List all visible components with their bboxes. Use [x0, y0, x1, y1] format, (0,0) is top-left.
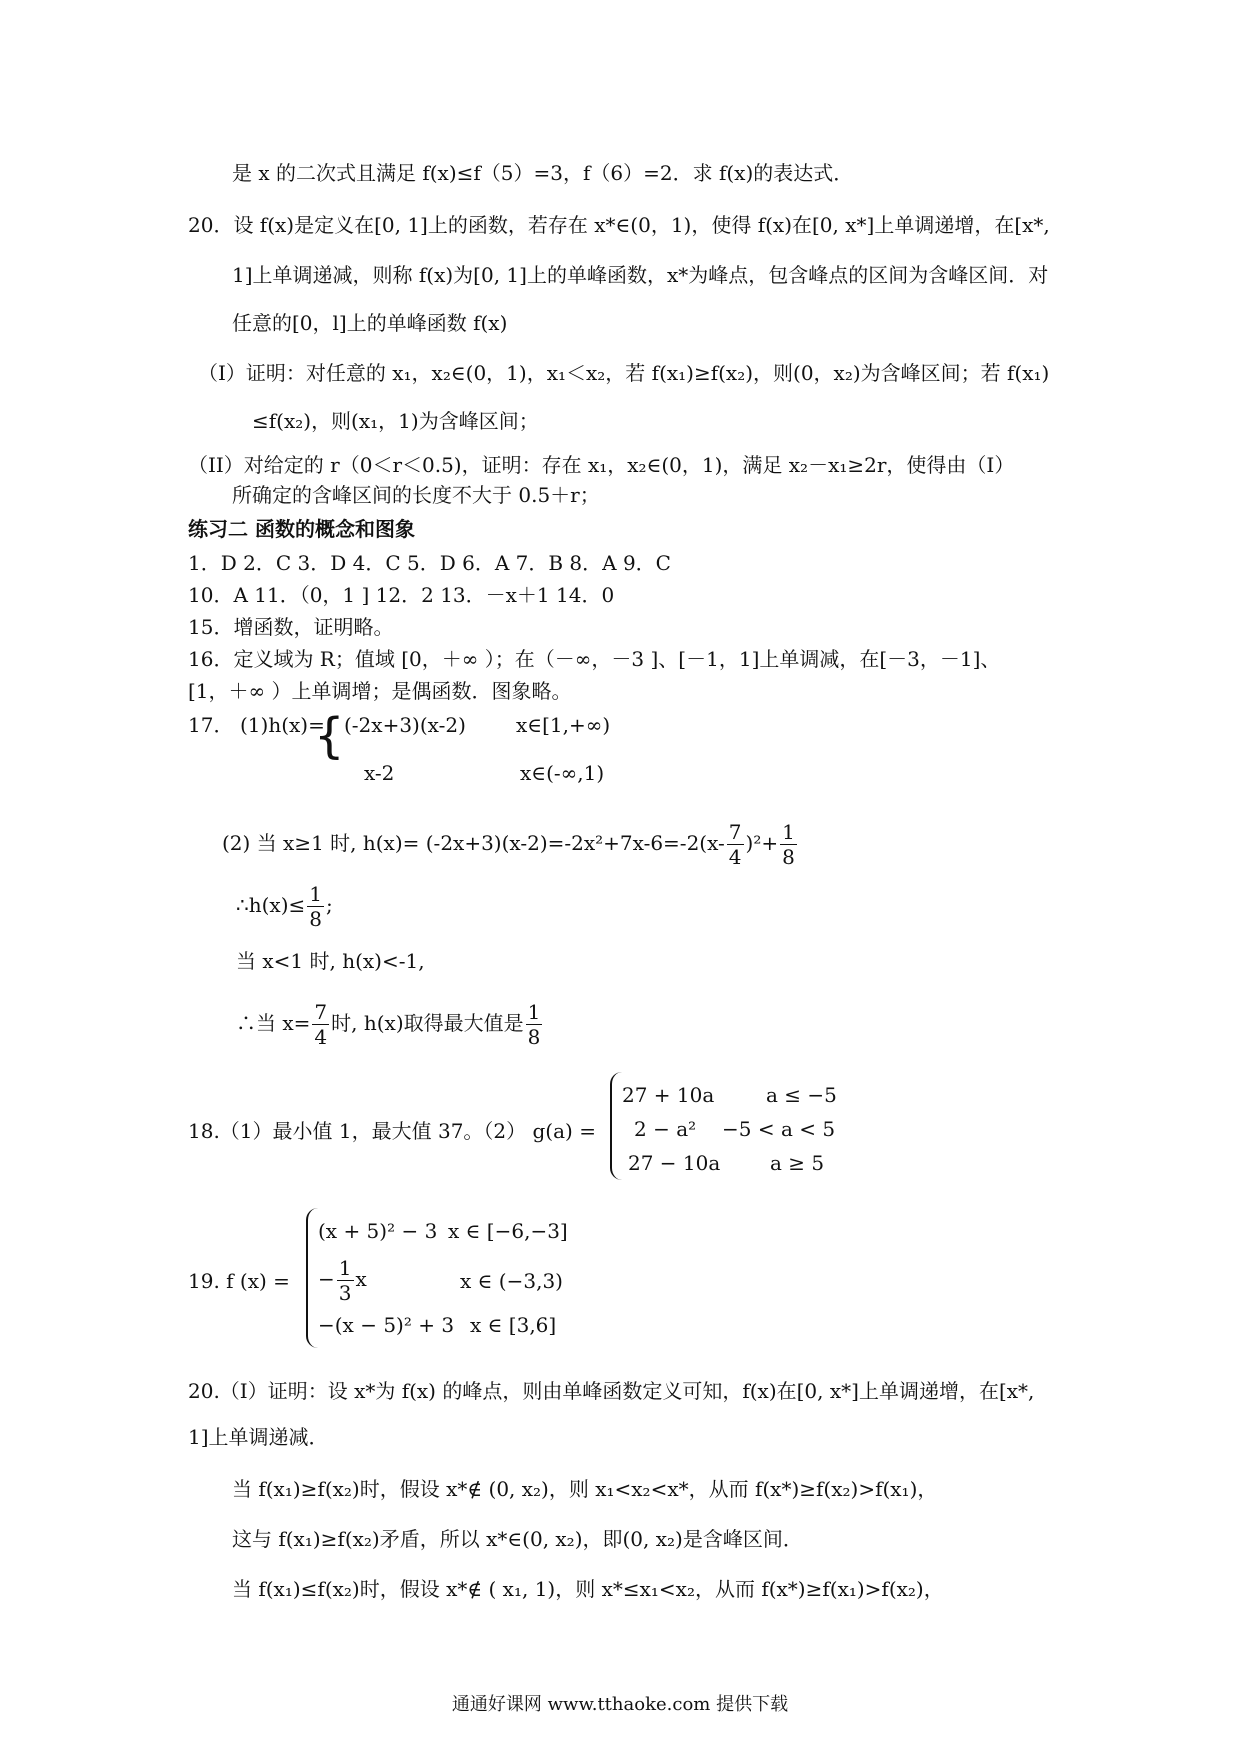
text-line: 20.（I）证明：设 x*为 f(x) 的峰点，则由单峰函数定义可知，f(x)在[0, x*]上单调递增，在[x*, — [188, 1379, 1035, 1403]
numerator: 1 — [309, 882, 322, 906]
answer-line: [1，＋∞ ）上单调增；是偶函数．图象略。 — [188, 679, 572, 703]
denominator: 4 — [728, 845, 742, 869]
left-brace-symbol: { — [314, 708, 345, 764]
minus-sign: − — [318, 1267, 335, 1291]
q18-case3-cond: a ≥ 5 — [770, 1151, 825, 1175]
fraction — [780, 820, 797, 869]
q17-case2-expr: x-2 — [364, 761, 395, 785]
fraction — [307, 882, 324, 931]
q19-line: 19. f (x) = — [188, 1269, 290, 1293]
denominator: 8 — [309, 907, 322, 931]
math-line — [236, 1000, 544, 1049]
text-line: 所确定的含峰区间的长度不大于 0.5＋r； — [232, 483, 600, 507]
q18-case1-cond: a ≤ −5 — [766, 1083, 837, 1107]
fraction — [727, 820, 744, 869]
q17-part2-text: (2) 当 x≥1 时, h(x)= (-2x+3)(x-2)=-2x²+7x-6=-2(x- — [222, 831, 725, 855]
q18-case1-expr: 27 + 10a — [622, 1083, 715, 1107]
text-line: 任意的[0，l]上的单峰函数 f(x) — [232, 311, 508, 335]
math-line — [236, 882, 333, 931]
q19-case1-cond: x ∈ [−6,−3] — [448, 1219, 568, 1243]
text-line: （I）证明：对任意的 x₁，x₂∈(0，1)，x₁＜x₂，若 f(x₁)≥f(x₂)，则(0，x₂)为含峰区间；若 f(x₁) — [198, 361, 1050, 385]
numerator: 7 — [314, 1000, 328, 1024]
q18-case3-expr: 27 − 10a — [628, 1151, 721, 1175]
piecewise-brace — [610, 1072, 622, 1180]
q17-therefore: ∴h(x)≤ — [236, 893, 306, 917]
q17-part2-mid: )²+ — [745, 831, 779, 855]
text-line: 这与 f(x₁)≥f(x₂)矛盾，所以 x*∈(0, x₂)，即(0, x₂)是含峰区间． — [232, 1527, 803, 1551]
q18-case2-cond: −5 < a < 5 — [722, 1117, 836, 1141]
denominator: 8 — [527, 1025, 541, 1049]
fraction — [526, 1000, 543, 1049]
answer-line: 15．增函数，证明略。 — [188, 615, 394, 639]
numerator: 1 — [782, 820, 795, 844]
denominator: 3 — [338, 1281, 352, 1305]
denominator: 4 — [314, 1025, 328, 1049]
math-line — [222, 820, 799, 869]
q18-line: 18.（1）最小值 1，最大值 37。（2） g(a) = — [188, 1119, 596, 1143]
q17-hx: (1)h(x)= — [240, 713, 325, 737]
text-line: 20．设 f(x)是定义在[0, 1]上的函数，若存在 x*∈(0，1)，使得 f(x)在[0, x*]上单调递增，在[x*, — [188, 213, 1050, 237]
q17-conclusion-a: ∴当 x= — [236, 1011, 311, 1035]
q17-number: 17． — [188, 713, 234, 737]
q19-case1-expr: (x + 5)² − 3 — [318, 1219, 438, 1243]
semicolon: ; — [325, 893, 333, 917]
text-line: 当 f(x₁)≥f(x₂)时，假设 x*∉ (0, x₂)，则 x₁<x₂<x*，从而 f(x*)≥f(x₂)>f(x₁)， — [232, 1477, 938, 1501]
q17-case1-domain: x∈[1,+∞) — [516, 713, 611, 737]
section-heading: 练习二 函数的概念和图象 — [188, 517, 415, 541]
text-line: 1]上单调递减，则称 f(x)为[0, 1]上的单峰函数，x*为峰点，包含峰点的区间为含峰区间．对 — [232, 263, 1049, 287]
q18-case2-expr: 2 − a² — [634, 1117, 697, 1141]
text-line: 1]上单调递减． — [188, 1425, 329, 1449]
fraction — [312, 1000, 329, 1049]
math-line — [318, 1256, 367, 1305]
text-line: （II）对给定的 r（0＜r＜0.5)，证明：存在 x₁，x₂∈(0，1)，满足 x₂－x₁≥2r，使得由（I） — [188, 453, 1015, 477]
q17-case1-expr: (-2x+3)(x-2) — [344, 713, 466, 737]
answer-line: 1．D 2．C 3．D 4．C 5．D 6．A 7．B 8．A 9．C — [188, 551, 671, 575]
q17-case2-domain: x∈(-∞,1) — [520, 761, 605, 785]
q19-case3-expr: −(x − 5)² + 3 — [318, 1313, 455, 1337]
text-line: 是 x 的二次式且满足 f(x)≤f（5）=3，f（6）=2．求 f(x)的表达式． — [232, 161, 854, 185]
numerator: 1 — [338, 1256, 352, 1280]
piecewise-brace — [306, 1208, 318, 1348]
text-line: ≤f(x₂)，则(x₁，1)为含峰区间； — [252, 409, 539, 433]
q17-conclusion-b: 时, h(x)取得最大值是 — [331, 1011, 524, 1035]
q19-case2-cond: x ∈ (−3,3) — [460, 1269, 563, 1293]
fraction — [337, 1256, 354, 1305]
page-footer: 通通好课网 www.tthaoke.com 提供下载 — [451, 1694, 789, 1715]
text-line: 当 f(x₁)≤f(x₂)时，假设 x*∉ ( x₁, 1)，则 x*≤x₁<x₂，从而 f(x*)≥f(x₁)>f(x₂)， — [232, 1577, 944, 1601]
numerator: 1 — [527, 1000, 541, 1024]
answer-line: 10．A 11．（0，1 ] 12．2 13．－x＋1 14．0 — [188, 583, 615, 607]
numerator: 7 — [728, 820, 742, 844]
answer-line: 16．定义域为 R；值域 [0，＋∞ ）；在（－∞，－3 ]、[－1，1]上单调减，在[－3，－1]、 — [188, 647, 1001, 671]
q19-case3-cond: x ∈ [3,6] — [470, 1313, 557, 1337]
q19-case2-expr: x — [355, 1267, 367, 1291]
denominator: 8 — [782, 845, 795, 869]
text-line: 当 x<1 时, h(x)<-1, — [236, 949, 425, 973]
